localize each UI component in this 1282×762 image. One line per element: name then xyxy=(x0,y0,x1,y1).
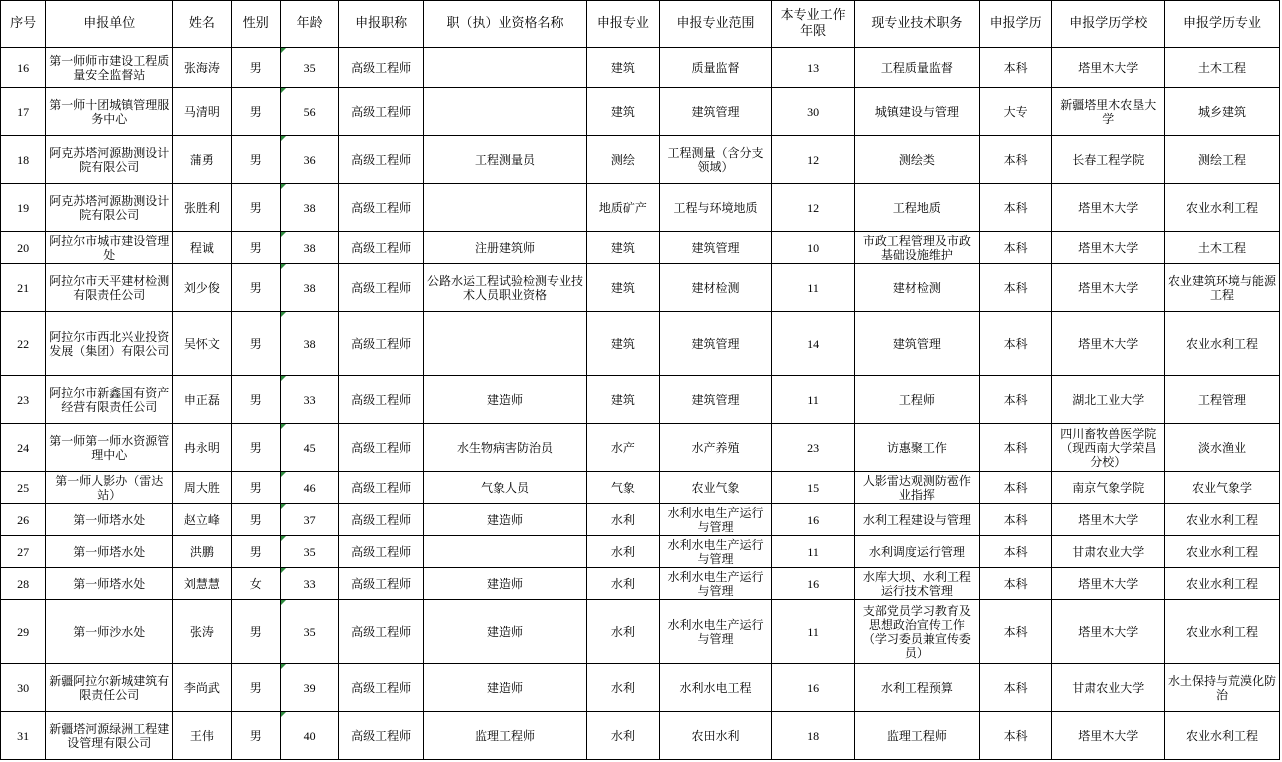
cell-title: 高级工程师 xyxy=(339,232,424,264)
cell-edu-major: 农业水利工程 xyxy=(1165,600,1280,664)
cell-major: 水利 xyxy=(587,504,660,536)
cell-gender: 男 xyxy=(231,48,280,88)
cell-title: 高级工程师 xyxy=(339,88,424,136)
cell-scope: 水利水电生产运行与管理 xyxy=(659,536,772,568)
cell-current-post: 测绘类 xyxy=(854,136,979,184)
cell-unit: 第一师塔水处 xyxy=(46,536,173,568)
cell-school: 塔里木大学 xyxy=(1052,48,1165,88)
cell-school: 甘肃农业大学 xyxy=(1052,664,1165,712)
cell-current-post: 人影雷达观测防雹作业指挥 xyxy=(854,472,979,504)
cell-scope: 建筑管理 xyxy=(659,88,772,136)
cell-education: 本科 xyxy=(979,712,1052,760)
cell-current-post: 水库大坝、水利工程运行技术管理 xyxy=(854,568,979,600)
cell-gender: 男 xyxy=(231,88,280,136)
cell-title: 高级工程师 xyxy=(339,376,424,424)
cell-scope: 工程测量（含分支领域） xyxy=(659,136,772,184)
cell-major: 水利 xyxy=(587,536,660,568)
cell-name: 申正磊 xyxy=(173,376,231,424)
cell-edu-major: 水土保持与荒漠化防治 xyxy=(1165,664,1280,712)
cell-scope: 农业气象 xyxy=(659,472,772,504)
cell-years: 12 xyxy=(772,136,855,184)
cell-school: 塔里木大学 xyxy=(1052,184,1165,232)
cell-unit: 第一师第一师水资源管理中心 xyxy=(46,424,173,472)
cell-unit: 阿拉尔市天平建材检测有限责任公司 xyxy=(46,264,173,312)
cell-education: 本科 xyxy=(979,504,1052,536)
cell-unit: 阿拉尔市城市建设管理处 xyxy=(46,232,173,264)
cell-education: 本科 xyxy=(979,376,1052,424)
cell-title: 高级工程师 xyxy=(339,424,424,472)
cell-qualification: 工程测量员 xyxy=(423,136,586,184)
cell-seq: 23 xyxy=(1,376,46,424)
table-body xyxy=(1,48,1280,760)
cell-seq: 28 xyxy=(1,568,46,600)
cell-seq: 19 xyxy=(1,184,46,232)
cell-school: 塔里木大学 xyxy=(1052,312,1165,376)
cell-name: 冉永明 xyxy=(173,424,231,472)
cell-years: 14 xyxy=(772,312,855,376)
cell-seq: 24 xyxy=(1,424,46,472)
cell-name: 赵立峰 xyxy=(173,504,231,536)
header-current-post: 现专业技术职务 xyxy=(854,1,979,48)
cell-years: 30 xyxy=(772,88,855,136)
cell-years: 11 xyxy=(772,536,855,568)
cell-scope: 水产养殖 xyxy=(659,424,772,472)
cell-age: 33 xyxy=(280,376,338,424)
header-unit: 申报单位 xyxy=(46,1,173,48)
header-age: 年龄 xyxy=(280,1,338,48)
cell-scope: 建筑管理 xyxy=(659,312,772,376)
cell-edu-major: 城乡建筑 xyxy=(1165,88,1280,136)
cell-scope: 工程与环境地质 xyxy=(659,184,772,232)
cell-qualification xyxy=(423,88,586,136)
cell-school: 长春工程学院 xyxy=(1052,136,1165,184)
cell-years: 16 xyxy=(772,664,855,712)
cell-qualification: 气象人员 xyxy=(423,472,586,504)
cell-age: 35 xyxy=(280,536,338,568)
cell-unit: 第一师人影办（雷达站） xyxy=(46,472,173,504)
cell-years: 18 xyxy=(772,712,855,760)
cell-gender: 男 xyxy=(231,312,280,376)
table-row xyxy=(1,600,1280,664)
cell-gender: 男 xyxy=(231,472,280,504)
cell-edu-major: 农业水利工程 xyxy=(1165,568,1280,600)
cell-gender: 男 xyxy=(231,232,280,264)
cell-qualification xyxy=(423,48,586,88)
cell-unit: 阿克苏塔河源勘测设计院有限公司 xyxy=(46,184,173,232)
cell-major: 水利 xyxy=(587,600,660,664)
cell-major: 水产 xyxy=(587,424,660,472)
cell-seq: 27 xyxy=(1,536,46,568)
table-row xyxy=(1,712,1280,760)
cell-scope: 建材检测 xyxy=(659,264,772,312)
cell-scope: 农田水利 xyxy=(659,712,772,760)
cell-unit: 阿拉尔市西北兴业投资发展（集团）有限公司 xyxy=(46,312,173,376)
table-row xyxy=(1,264,1280,312)
cell-unit: 阿克苏塔河源勘测设计院有限公司 xyxy=(46,136,173,184)
table-row xyxy=(1,472,1280,504)
cell-seq: 18 xyxy=(1,136,46,184)
cell-school: 塔里木大学 xyxy=(1052,712,1165,760)
cell-years: 13 xyxy=(772,48,855,88)
table-row xyxy=(1,424,1280,472)
cell-qualification: 建造师 xyxy=(423,376,586,424)
cell-current-post: 市政工程管理及市政基础设施维护 xyxy=(854,232,979,264)
cell-edu-major: 淡水渔业 xyxy=(1165,424,1280,472)
header-row xyxy=(1,1,1280,48)
cell-unit: 新疆阿拉尔新城建筑有限责任公司 xyxy=(46,664,173,712)
cell-major: 地质矿产 xyxy=(587,184,660,232)
cell-major: 建筑 xyxy=(587,88,660,136)
cell-title: 高级工程师 xyxy=(339,184,424,232)
header-school: 申报学历学校 xyxy=(1052,1,1165,48)
cell-gender: 男 xyxy=(231,184,280,232)
cell-title: 高级工程师 xyxy=(339,472,424,504)
table-row xyxy=(1,136,1280,184)
cell-education: 大专 xyxy=(979,88,1052,136)
cell-edu-major: 农业水利工程 xyxy=(1165,536,1280,568)
cell-scope: 水利水电生产运行与管理 xyxy=(659,568,772,600)
cell-edu-major: 农业水利工程 xyxy=(1165,712,1280,760)
cell-seq: 16 xyxy=(1,48,46,88)
cell-education: 本科 xyxy=(979,136,1052,184)
header-scope: 申报专业范围 xyxy=(659,1,772,48)
cell-education: 本科 xyxy=(979,184,1052,232)
cell-qualification: 建造师 xyxy=(423,568,586,600)
cell-name: 洪鹏 xyxy=(173,536,231,568)
cell-edu-major: 农业水利工程 xyxy=(1165,312,1280,376)
cell-name: 周大胜 xyxy=(173,472,231,504)
cell-school: 湖北工业大学 xyxy=(1052,376,1165,424)
cell-qualification xyxy=(423,536,586,568)
cell-seq: 30 xyxy=(1,664,46,712)
header-qualification: 职（执）业资格名称 xyxy=(423,1,586,48)
cell-seq: 21 xyxy=(1,264,46,312)
cell-name: 刘少俊 xyxy=(173,264,231,312)
cell-gender: 女 xyxy=(231,568,280,600)
cell-gender: 男 xyxy=(231,504,280,536)
cell-education: 本科 xyxy=(979,568,1052,600)
cell-name: 程诚 xyxy=(173,232,231,264)
cell-education: 本科 xyxy=(979,264,1052,312)
header-name: 姓名 xyxy=(173,1,231,48)
cell-qualification: 建造师 xyxy=(423,664,586,712)
cell-name: 吴怀文 xyxy=(173,312,231,376)
cell-age: 38 xyxy=(280,232,338,264)
cell-age: 38 xyxy=(280,184,338,232)
cell-age: 33 xyxy=(280,568,338,600)
cell-current-post: 水利工程建设与管理 xyxy=(854,504,979,536)
cell-years: 15 xyxy=(772,472,855,504)
cell-scope: 水利水电生产运行与管理 xyxy=(659,504,772,536)
table-row xyxy=(1,568,1280,600)
cell-current-post: 水利调度运行管理 xyxy=(854,536,979,568)
cell-school: 甘肃农业大学 xyxy=(1052,536,1165,568)
cell-qualification xyxy=(423,312,586,376)
cell-scope: 质量监督 xyxy=(659,48,772,88)
cell-school: 塔里木大学 xyxy=(1052,600,1165,664)
cell-unit: 第一师师市建设工程质量安全监督站 xyxy=(46,48,173,88)
cell-years: 23 xyxy=(772,424,855,472)
cell-major: 水利 xyxy=(587,568,660,600)
cell-seq: 31 xyxy=(1,712,46,760)
cell-years: 11 xyxy=(772,376,855,424)
cell-edu-major: 农业气象学 xyxy=(1165,472,1280,504)
cell-education: 本科 xyxy=(979,664,1052,712)
cell-major: 建筑 xyxy=(587,232,660,264)
cell-scope: 水利水电工程 xyxy=(659,664,772,712)
cell-title: 高级工程师 xyxy=(339,312,424,376)
cell-major: 水利 xyxy=(587,664,660,712)
header-major: 申报专业 xyxy=(587,1,660,48)
header-gender: 性别 xyxy=(231,1,280,48)
cell-qualification: 监理工程师 xyxy=(423,712,586,760)
cell-education: 本科 xyxy=(979,600,1052,664)
table-row xyxy=(1,664,1280,712)
cell-gender: 男 xyxy=(231,264,280,312)
cell-gender: 男 xyxy=(231,600,280,664)
cell-name: 李尚武 xyxy=(173,664,231,712)
cell-major: 建筑 xyxy=(587,312,660,376)
cell-seq: 29 xyxy=(1,600,46,664)
cell-current-post: 建筑管理 xyxy=(854,312,979,376)
cell-seq: 22 xyxy=(1,312,46,376)
cell-edu-major: 农业水利工程 xyxy=(1165,184,1280,232)
cell-school: 南京气象学院 xyxy=(1052,472,1165,504)
cell-seq: 17 xyxy=(1,88,46,136)
cell-title: 高级工程师 xyxy=(339,136,424,184)
cell-years: 11 xyxy=(772,264,855,312)
cell-unit: 阿拉尔市新鑫国有资产经营有限责任公司 xyxy=(46,376,173,424)
cell-major: 建筑 xyxy=(587,48,660,88)
cell-qualification xyxy=(423,184,586,232)
cell-school: 塔里木大学 xyxy=(1052,568,1165,600)
cell-title: 高级工程师 xyxy=(339,48,424,88)
cell-current-post: 支部党员学习教育及思想政治宣传工作（学习委员兼宣传委员） xyxy=(854,600,979,664)
cell-current-post: 工程地质 xyxy=(854,184,979,232)
cell-edu-major: 农业建筑环境与能源工程 xyxy=(1165,264,1280,312)
header-edu-major: 申报学历专业 xyxy=(1165,1,1280,48)
cell-qualification: 水生物病害防治员 xyxy=(423,424,586,472)
cell-edu-major: 土木工程 xyxy=(1165,48,1280,88)
cell-current-post: 访惠聚工作 xyxy=(854,424,979,472)
cell-age: 40 xyxy=(280,712,338,760)
cell-gender: 男 xyxy=(231,664,280,712)
cell-name: 王伟 xyxy=(173,712,231,760)
cell-current-post: 工程质量监督 xyxy=(854,48,979,88)
cell-school: 新疆塔里木农垦大学 xyxy=(1052,88,1165,136)
cell-title: 高级工程师 xyxy=(339,504,424,536)
table-row xyxy=(1,312,1280,376)
cell-edu-major: 农业水利工程 xyxy=(1165,504,1280,536)
cell-title: 高级工程师 xyxy=(339,568,424,600)
cell-unit: 第一师沙水处 xyxy=(46,600,173,664)
table-row xyxy=(1,536,1280,568)
cell-major: 建筑 xyxy=(587,376,660,424)
cell-name: 蒲勇 xyxy=(173,136,231,184)
cell-gender: 男 xyxy=(231,376,280,424)
cell-title: 高级工程师 xyxy=(339,536,424,568)
cell-unit: 第一师十团城镇管理服务中心 xyxy=(46,88,173,136)
cell-major: 测绘 xyxy=(587,136,660,184)
table-row xyxy=(1,232,1280,264)
cell-education: 本科 xyxy=(979,424,1052,472)
cell-education: 本科 xyxy=(979,48,1052,88)
cell-age: 38 xyxy=(280,264,338,312)
cell-name: 张胜利 xyxy=(173,184,231,232)
cell-education: 本科 xyxy=(979,232,1052,264)
cell-unit: 第一师塔水处 xyxy=(46,568,173,600)
cell-school: 塔里木大学 xyxy=(1052,504,1165,536)
cell-age: 39 xyxy=(280,664,338,712)
cell-name: 张涛 xyxy=(173,600,231,664)
cell-current-post: 水利工程预算 xyxy=(854,664,979,712)
cell-title: 高级工程师 xyxy=(339,600,424,664)
cell-qualification: 注册建筑师 xyxy=(423,232,586,264)
cell-education: 本科 xyxy=(979,536,1052,568)
cell-qualification: 建造师 xyxy=(423,504,586,536)
cell-gender: 男 xyxy=(231,424,280,472)
cell-unit: 第一师塔水处 xyxy=(46,504,173,536)
header-title: 申报职称 xyxy=(339,1,424,48)
table-row xyxy=(1,376,1280,424)
cell-title: 高级工程师 xyxy=(339,264,424,312)
table-row xyxy=(1,184,1280,232)
cell-title: 高级工程师 xyxy=(339,664,424,712)
cell-name: 刘慧慧 xyxy=(173,568,231,600)
cell-age: 37 xyxy=(280,504,338,536)
cell-seq: 20 xyxy=(1,232,46,264)
cell-age: 38 xyxy=(280,312,338,376)
cell-age: 46 xyxy=(280,472,338,504)
cell-edu-major: 测绘工程 xyxy=(1165,136,1280,184)
cell-age: 35 xyxy=(280,600,338,664)
cell-education: 本科 xyxy=(979,472,1052,504)
cell-seq: 26 xyxy=(1,504,46,536)
cell-major: 建筑 xyxy=(587,264,660,312)
cell-qualification: 公路水运工程试验检测专业技术人员职业资格 xyxy=(423,264,586,312)
cell-gender: 男 xyxy=(231,536,280,568)
table-row xyxy=(1,88,1280,136)
cell-age: 56 xyxy=(280,88,338,136)
table-row xyxy=(1,48,1280,88)
cell-years: 12 xyxy=(772,184,855,232)
cell-age: 35 xyxy=(280,48,338,88)
cell-current-post: 监理工程师 xyxy=(854,712,979,760)
header-education: 申报学历 xyxy=(979,1,1052,48)
cell-age: 45 xyxy=(280,424,338,472)
cell-gender: 男 xyxy=(231,136,280,184)
cell-current-post: 工程师 xyxy=(854,376,979,424)
cell-age: 36 xyxy=(280,136,338,184)
cell-major: 气象 xyxy=(587,472,660,504)
header-seq: 序号 xyxy=(1,1,46,48)
cell-school: 四川畜牧兽医学院（现西南大学荣昌分校） xyxy=(1052,424,1165,472)
cell-current-post: 城镇建设与管理 xyxy=(854,88,979,136)
cell-qualification: 建造师 xyxy=(423,600,586,664)
cell-unit: 新疆塔河源绿洲工程建设管理有限公司 xyxy=(46,712,173,760)
cell-title: 高级工程师 xyxy=(339,712,424,760)
cell-edu-major: 土木工程 xyxy=(1165,232,1280,264)
cell-school: 塔里木大学 xyxy=(1052,232,1165,264)
table-row xyxy=(1,504,1280,536)
cell-scope: 建筑管理 xyxy=(659,376,772,424)
cell-years: 10 xyxy=(772,232,855,264)
cell-seq: 25 xyxy=(1,472,46,504)
cell-years: 16 xyxy=(772,568,855,600)
cell-name: 张海涛 xyxy=(173,48,231,88)
cell-education: 本科 xyxy=(979,312,1052,376)
cell-years: 11 xyxy=(772,600,855,664)
cell-school: 塔里木大学 xyxy=(1052,264,1165,312)
cell-edu-major: 工程管理 xyxy=(1165,376,1280,424)
cell-scope: 建筑管理 xyxy=(659,232,772,264)
cell-scope: 水利水电生产运行与管理 xyxy=(659,600,772,664)
header-years: 本专业工作年限 xyxy=(772,1,855,48)
cell-gender: 男 xyxy=(231,712,280,760)
cell-current-post: 建材检测 xyxy=(854,264,979,312)
cell-name: 马清明 xyxy=(173,88,231,136)
cell-years: 16 xyxy=(772,504,855,536)
cell-major: 水利 xyxy=(587,712,660,760)
